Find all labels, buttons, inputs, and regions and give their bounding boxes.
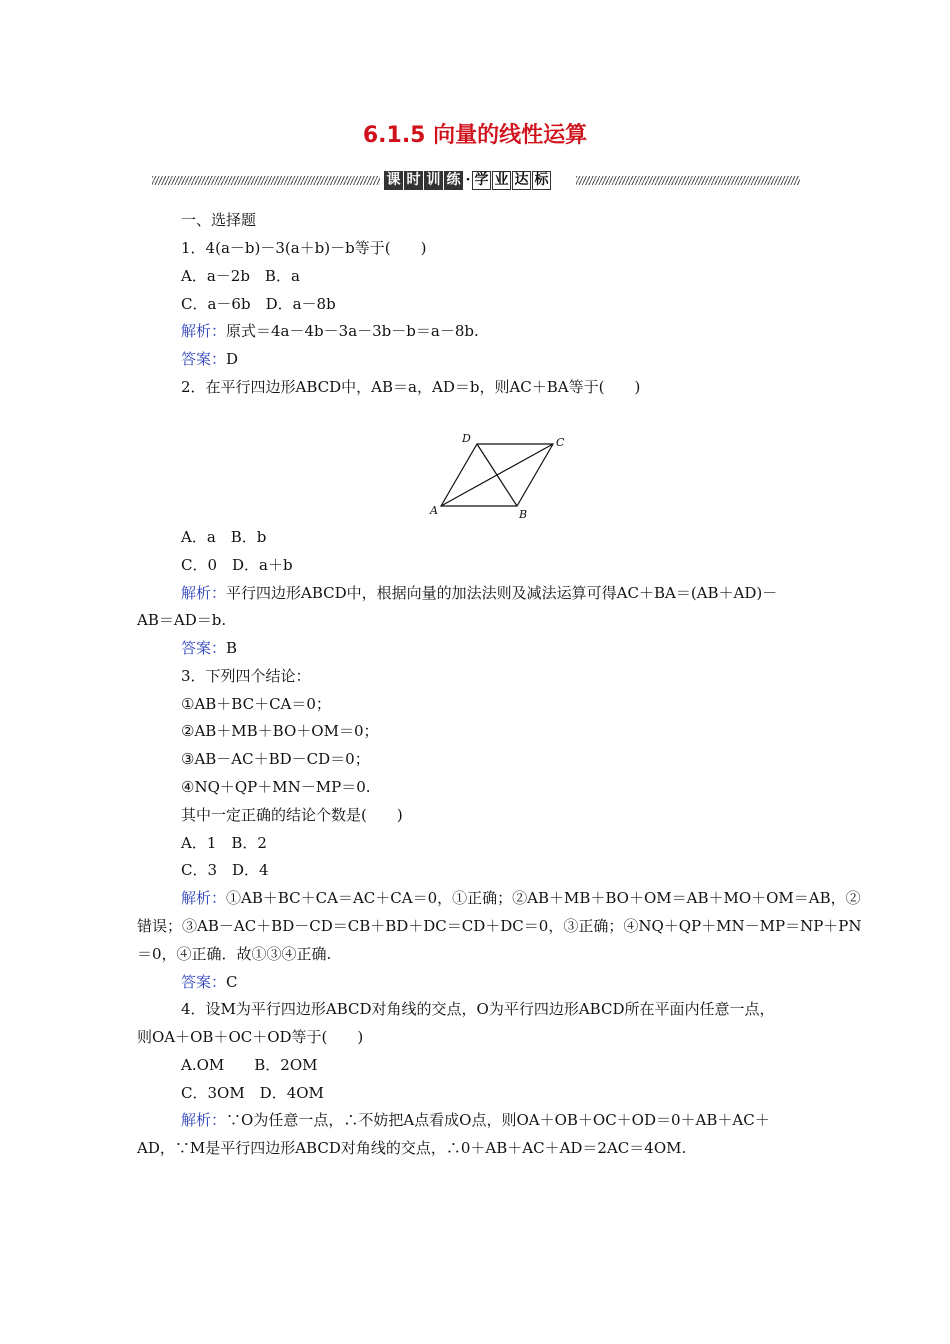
analysis-text: ①AB＋BC＋CA＝AC＋CA＝0，①正确；②AB＋MB＋BO＋OM＝AB＋MO＋OM＝AB，② — [226, 889, 861, 907]
answer-text: D — [226, 350, 239, 368]
options-line: A．1 B．2 — [181, 834, 267, 852]
analysis-label: 解析： — [181, 889, 227, 907]
answer-label: 答案： — [181, 350, 227, 368]
banner-char: 练 — [444, 171, 463, 190]
question-prompt: 其中一定正确的结论个数是( ) — [181, 806, 403, 824]
analysis-continuation: 错误；③AB－AC＋BD－CD＝CB＋BD＋DC＝CD＋DC＝0，③正确；④NQ＋QP＋MN－MP＝NP＋PN — [137, 917, 862, 935]
options-line: A．a－2b B．a — [181, 267, 300, 285]
banner-char: 业 — [492, 171, 511, 190]
statement-line: ③AB－AC＋BD－CD＝0； — [181, 750, 370, 768]
vertex-label-a: A — [430, 504, 438, 517]
analysis-line — [181, 888, 861, 908]
analysis-label: 解析： — [181, 322, 227, 340]
statement-line: ④NQ＋QP＋MN－MP＝0. — [181, 778, 371, 796]
vertex-label-d: D — [462, 432, 471, 445]
statement-line: ②AB＋MB＋BO＋OM＝0； — [181, 722, 379, 740]
analysis-line — [181, 1110, 770, 1130]
section-heading: 一、选择题 — [181, 211, 257, 229]
answer-line — [181, 349, 238, 369]
options-line: C．a－6b D．a－8b — [181, 295, 336, 313]
question-4: 4．设M为平行四边形ABCD对角线的交点，O为平行四边形ABCD所在平面内任意一点， — [181, 1000, 775, 1018]
banner-char: 课 — [384, 171, 403, 190]
analysis-continuation: AB＝AD＝b. — [137, 611, 227, 629]
options-line: C．3 D．4 — [181, 861, 269, 879]
banner-char: 训 — [424, 171, 443, 190]
analysis-line — [181, 321, 479, 341]
options-line: C．0 D．a＋b — [181, 556, 293, 574]
options-line: C．3OM D．4OM — [181, 1084, 324, 1102]
answer-label: 答案： — [181, 973, 227, 991]
answer-text: C — [226, 973, 238, 991]
banner-char: 学 — [472, 171, 491, 190]
banner-char: 时 — [404, 171, 423, 190]
parallelogram-figure — [425, 428, 575, 524]
answer-line — [181, 638, 237, 658]
question-1: 1．4(a－b)－3(a＋b)－b等于( ) — [181, 239, 427, 257]
page-title: 6.1.5 向量的线性运算 — [362, 123, 588, 148]
analysis-label: 解析： — [181, 584, 227, 602]
options-line: A.OM B．2OM — [181, 1056, 318, 1074]
banner-separator: · — [465, 172, 471, 188]
analysis-label: 解析： — [181, 1111, 227, 1129]
analysis-line — [181, 583, 777, 603]
vertex-label-b: B — [519, 508, 528, 521]
section-banner — [152, 168, 800, 194]
analysis-continuation: ＝0，④正确．故①③④正确. — [137, 945, 332, 963]
analysis-text: ∵O为任意一点，∴不妨把A点看成O点，则OA＋OB＋OC＋OD＝0＋AB＋AC＋ — [226, 1111, 770, 1129]
banner-char: 标 — [532, 171, 551, 190]
analysis-text: 原式＝4a－4b－3a－3b－b＝a－8b. — [226, 322, 479, 340]
banner-label — [384, 169, 552, 191]
answer-label: 答案： — [181, 639, 227, 657]
analysis-continuation: AD，∵M是平行四边形ABCD对角线的交点，∴0＋AB＋AC＋AD＝2AC＝4OM. — [137, 1139, 687, 1157]
banner-hatch-left — [152, 176, 380, 185]
vertex-label-c: C — [556, 436, 565, 449]
options-line: A．a B．b — [181, 528, 267, 546]
answer-line — [181, 972, 238, 992]
statement-line: ①AB＋BC＋CA＝0； — [181, 695, 331, 713]
banner-char: 达 — [512, 171, 531, 190]
answer-text: B — [226, 639, 238, 657]
question-2: 2．在平行四边形ABCD中，AB＝a，AD＝b，则AC＋BA等于( ) — [181, 378, 641, 396]
analysis-text: 平行四边形ABCD中，根据向量的加法法则及减法运算可得AC＋BA＝(AB＋AD)－ — [226, 584, 778, 602]
diagonal-bd — [477, 444, 517, 506]
question-3: 3．下列四个结论： — [181, 667, 311, 685]
banner-hatch-right — [576, 176, 800, 185]
question-continuation: 则OA＋OB＋OC＋OD等于( ) — [137, 1028, 364, 1046]
